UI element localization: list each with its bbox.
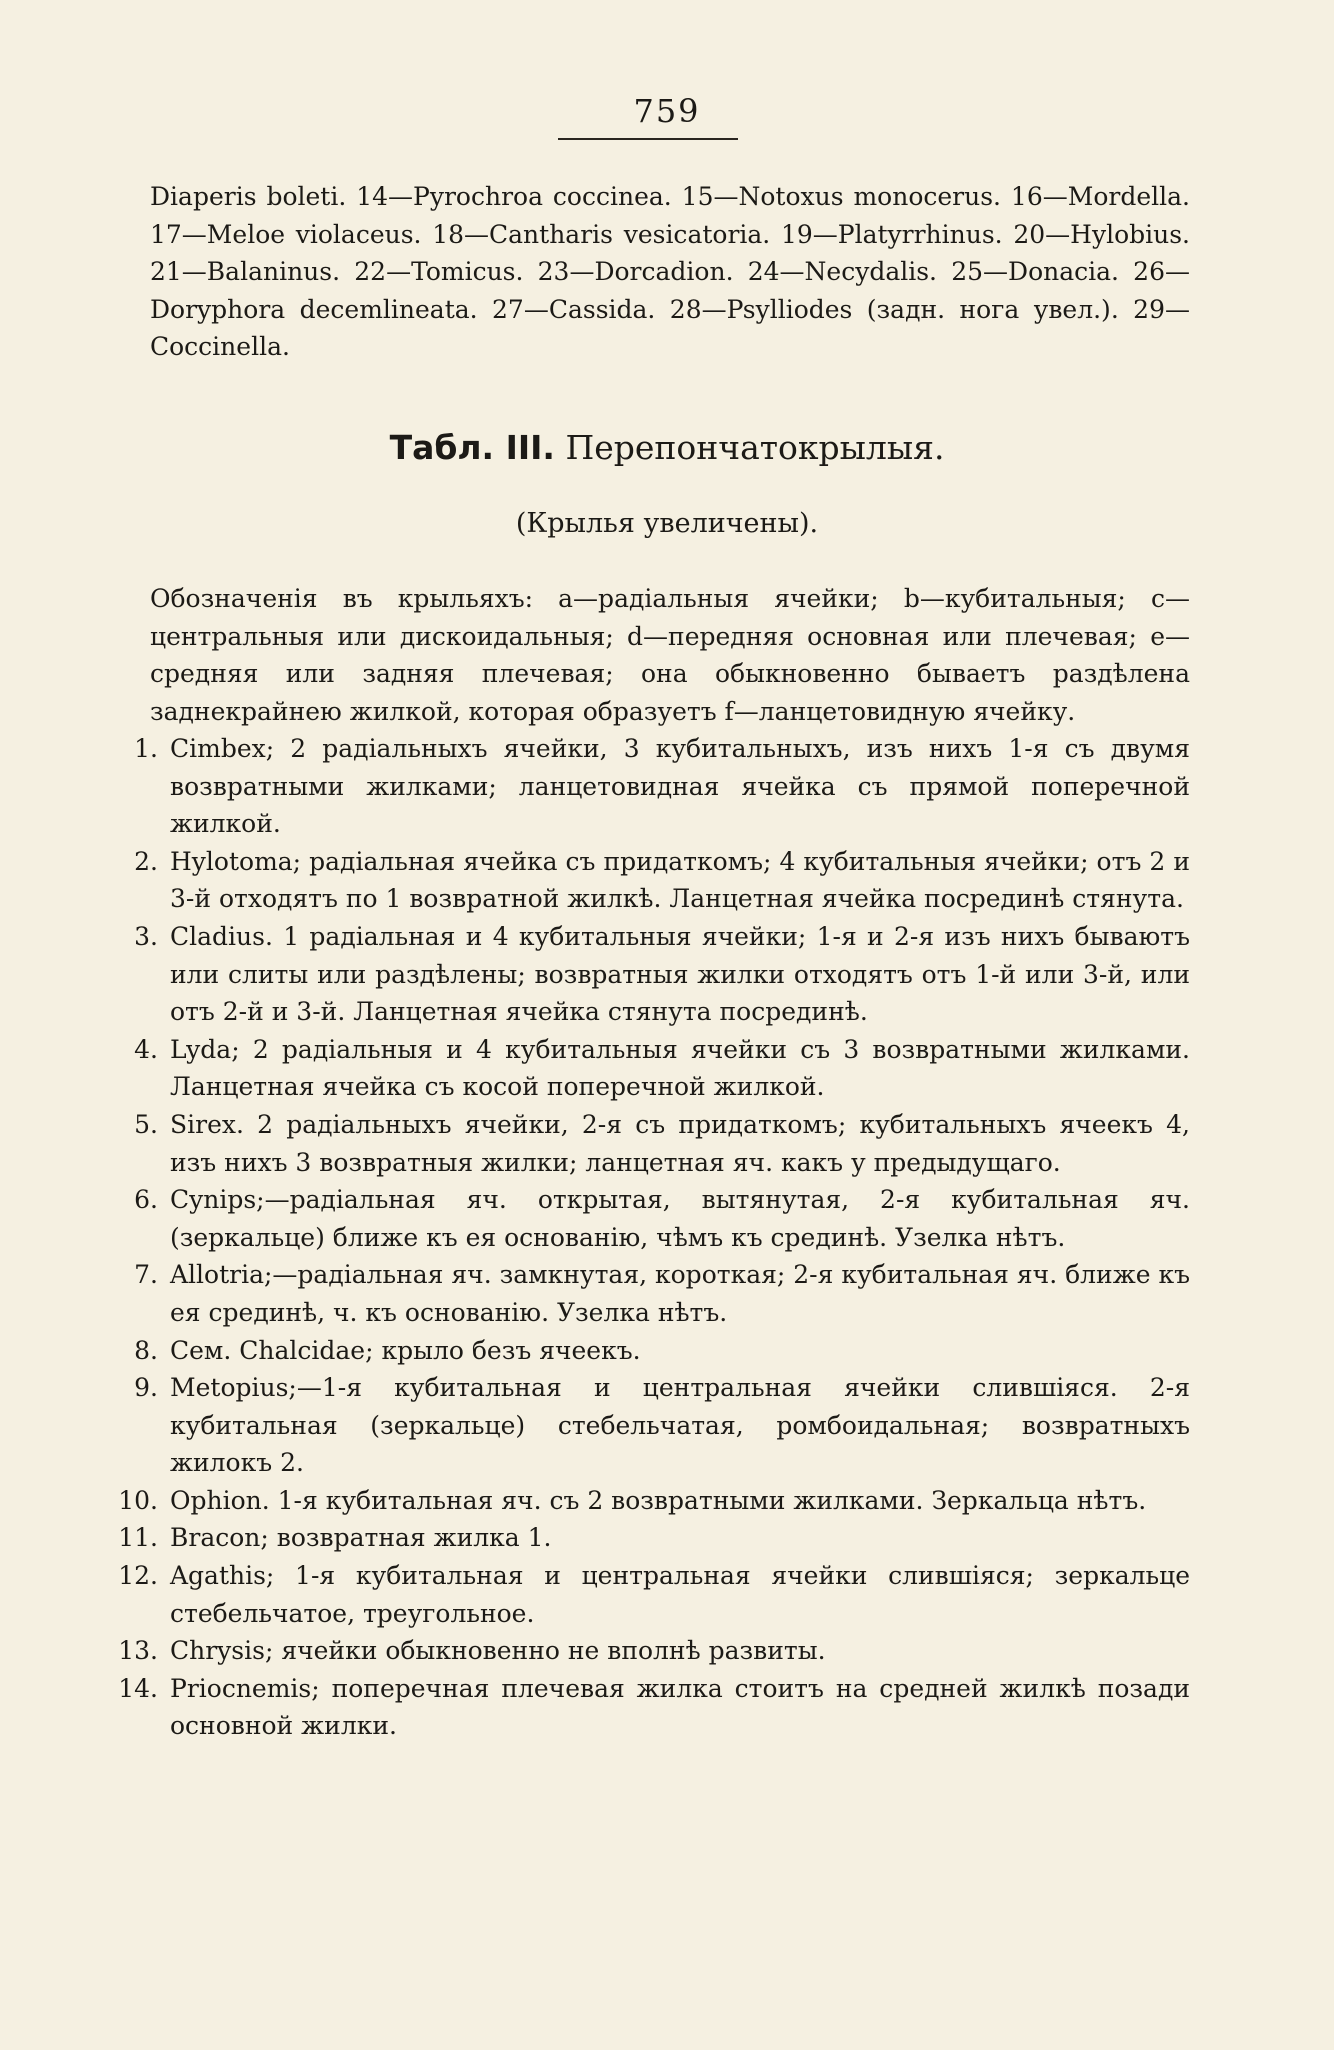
list-item [100,1369,1190,1482]
header-rule [558,138,738,140]
list-item [100,843,1190,918]
entry-list [100,730,1190,1745]
entry-text: Ophion. 1-я кубитальная яч. съ 2 возвратными жилками. Зеркальца нѣтъ. [170,1485,1147,1515]
plate-label: Табл. III. [389,428,555,467]
list-item [100,918,1190,1031]
list-item [100,1256,1190,1331]
entry-number: 4. [134,1034,158,1064]
list-item [100,1519,1190,1557]
list-item [100,730,1190,843]
list-item [100,1670,1190,1745]
entry-text: Sirex. 2 радіальныхъ ячейки, 2-я съ придаткомъ; кубитальныхъ ячеекъ 4, изъ нихъ 3 возвратныя жилки; ланцетная яч. какъ у предыдущаго. [170,1109,1190,1177]
plate-title: Перепончатокрылыя. [565,428,945,467]
entry-number: 1. [134,734,158,763]
entry-number: 13. [118,1636,158,1666]
entry-text: Сем. Chalcidae; крыло безъ ячеекъ. [170,1335,641,1365]
entry-text: Metopius;—1-я кубитальная и центральная ячейки слившіяся. 2-я кубитальная (зеркальце) стебельчатая, ромбоидальная; возвратныхъ жилокъ 2. [170,1373,1190,1478]
list-item [100,1332,1190,1370]
plate-heading [0,428,1334,467]
previous-plate-legend [150,178,1190,366]
legend-text: Diaperis boleti. 14—Pyrochroa coccinea. 15—Notoxus monocerus. 16—Mordella. 17—Meloe violaceus. 18—Cantharis vesicatoria. 19—Platyrrhinus. 20—Hylobius. 21—Balaninus. 22—Tomicus. 23—Dorcadion. 24—Necydalis. 25—Donacia. 26—Doryphora decemlineata. 27—Cassida. 28—Psylliodes (задн. нога увел.). 29—Coccinella. [150,182,1190,362]
entry-text: Chrysis; ячейки обыкновенно не вполнѣ развиты. [170,1636,826,1666]
entry-number: 14. [118,1673,158,1703]
plate-subtitle: (Крылья увеличены). [515,508,819,539]
entry-text: Cladius. 1 радіальная и 4 кубитальныя ячейки; 1-я и 2-я изъ нихъ бываютъ или слиты или раздѣлены; возвратныя жилки отходятъ отъ 1-й или 3-й, или отъ 2-й и 3-й. Ланцетная ячейка стянута посрединѣ. [170,921,1190,1027]
entry-number: 6. [134,1185,158,1215]
list-item [100,1106,1190,1181]
entry-text: Cimbex; 2 радіальныхъ ячейки, 3 кубитальныхъ, изъ нихъ 1-я съ двумя возвратными жилками; ланцетовидная ячейка съ прямой поперечной жилкой. [170,734,1190,839]
list-item [100,1482,1190,1520]
entry-text: Bracon; возвратная жилка 1. [170,1523,552,1553]
entry-text: Hylotoma; радіальная ячейка съ придаткомъ; 4 кубитальныя ячейки; отъ 2 и 3-й отходятъ по 1 возвратной жилкѣ. Ланцетная ячейка посрединѣ стянута. [170,846,1190,914]
list-item [100,1632,1190,1670]
entry-number: 10. [118,1485,158,1515]
entry-number: 3. [134,921,158,951]
page-number: 759 [633,92,701,130]
entry-number: 8. [134,1335,158,1365]
entry-number: 11. [118,1523,158,1553]
entry-number: 5. [134,1109,158,1139]
entry-number: 7. [134,1260,158,1290]
notation-paragraph [150,580,1190,730]
list-item [100,1181,1190,1256]
list-item [100,1557,1190,1632]
entry-text: Cynips;—радіальная яч. открытая, вытянутая, 2-я кубитальная яч. (зеркальце) ближе къ ея основанію, чѣмъ къ срединѣ. Узелка нѣтъ. [170,1185,1190,1252]
entry-number: 9. [134,1373,158,1403]
notation-text: Обозначенія въ крыльяхъ: a—радіальныя ячейки; b—кубитальныя; c—центральныя или дискоидальныя; d—передняя основная или плечевая; e—средняя или задняя плечевая; она обыкновенно бываетъ раздѣлена заднекрайнею жилкой, которая образуетъ f—ланцетовидную ячейку. [150,584,1190,726]
entry-text: Prioсnemis; поперечная плечевая жилка стоитъ на средней жилкѣ позади основной жилки. [170,1673,1190,1741]
list-item [100,1031,1190,1106]
entry-number: 12. [118,1561,158,1591]
entry-text: Lyda; 2 радіальныя и 4 кубитальныя ячейки съ 3 возвратными жилками. Ланцетная ячейка съ косой поперечной жилкой. [170,1034,1190,1102]
entry-number: 2. [134,846,158,876]
entry-text: Agathis; 1-я кубитальная и центральная ячейки слившіяся; зеркальце стебельчатое, треугольное. [170,1561,1190,1628]
entry-text: Allotria;—радіальная яч. замкнутая, короткая; 2-я кубитальная яч. ближе къ ея срединѣ, ч. къ основанію. Узелка нѣтъ. [170,1260,1190,1327]
